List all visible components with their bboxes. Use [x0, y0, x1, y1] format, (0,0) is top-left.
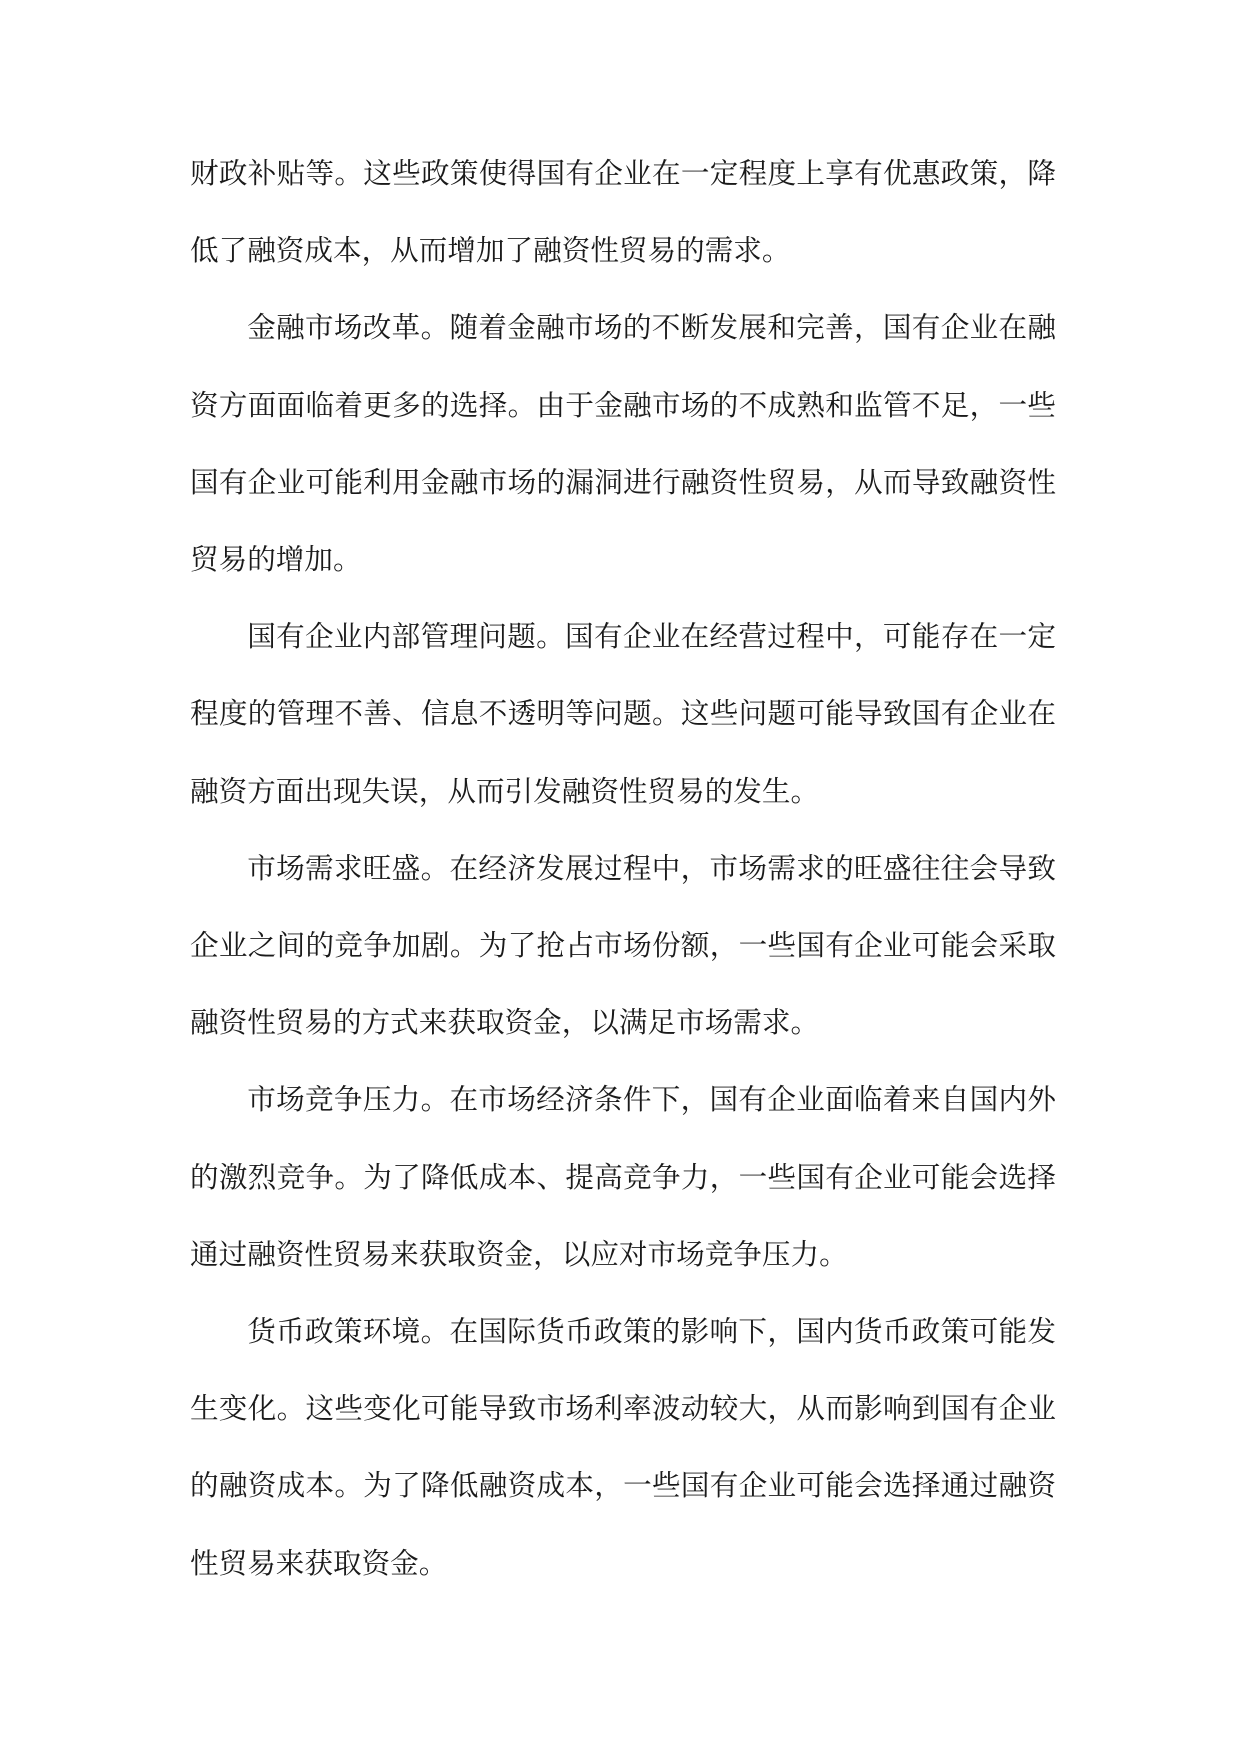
paragraph-financial-market-reform: 金融市场改革。随着金融市场的不断发展和完善，国有企业在融资方面面临着更多的选择。由于金融市场的不成熟和监管不足，一些国有企业可能利用金融市场的漏洞进行融资性贸易，从而导致融资性贸易的增加。: [190, 310, 1056, 577]
paragraph-competition-pressure: 市场竞争压力。在市场经济条件下，国有企业面临着来自国内外的激烈竞争。为了降低成本、提高竞争力，一些国有企业可能会选择通过融资性贸易来获取资金，以应对市场竞争压力。: [190, 1082, 1056, 1271]
document-body: [190, 135, 1056, 1602]
paragraph-internal-management: 国有企业内部管理问题。国有企业在经营过程中，可能存在一定程度的管理不善、信息不透明等问题。这些问题可能导致国有企业在融资方面出现失误，从而引发融资性贸易的发生。: [190, 619, 1056, 808]
paragraph-market-demand: 市场需求旺盛。在经济发展过程中，市场需求的旺盛往往会导致企业之间的竞争加剧。为了抢占市场份额，一些国有企业可能会采取融资性贸易的方式来获取资金，以满足市场需求。: [190, 850, 1056, 1040]
paragraph-monetary-policy: 货币政策环境。在国际货币政策的影响下，国内货币政策可能发生变化。这些变化可能导致市场利率波动较大，从而影响到国有企业的融资成本。为了降低融资成本，一些国有企业可能会选择通过融资性贸易来获取资金。: [190, 1314, 1056, 1580]
paragraph-continuation: 财政补贴等。这些政策使得国有企业在一定程度上享有优惠政策，降低了融资成本，从而增加了融资性贸易的需求。: [190, 156, 1056, 268]
